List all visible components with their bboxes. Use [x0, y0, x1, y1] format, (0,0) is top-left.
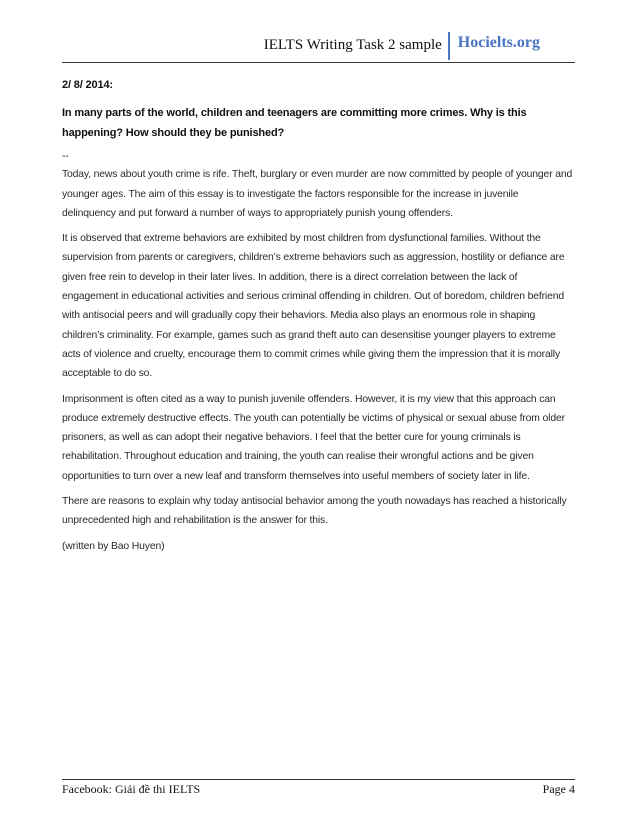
article-body: [62, 76, 574, 562]
separator-text: --: [62, 151, 69, 163]
page-number: Page 4: [542, 782, 575, 796]
header-title: IELTS Writing Task 2 sample: [263, 37, 442, 53]
footer-facebook-text: Facebook: Giải đề thi IELTS: [62, 782, 201, 796]
article-date: 2/ 8/ 2014:: [62, 79, 113, 91]
author-credit: (written by Bao Huyen): [62, 540, 165, 552]
page-header: [264, 28, 540, 60]
header-brand-link[interactable]: Hocielts.org: [448, 32, 540, 60]
paragraph-intro: Today, news about youth crime is rife. Theft, burglary or even murder are now committed by people of younger and younger ages. The aim of this essay is to investigate the factors responsible for the increase in juvenile delinquency and put forward a number of ways to appropriately punish young offenders.: [62, 169, 573, 219]
footer-divider: [62, 779, 575, 780]
paragraph-conclusion: There are reasons to explain why today antisocial behavior among the youth nowadays has reached a historically unprecedented high and rehabilitation is the answer for this.: [62, 496, 567, 527]
header-divider: [62, 62, 575, 63]
paragraph-punishment: Imprisonment is often cited as a way to punish juvenile offenders. However, it is my view that this approach can produce extremely destructive effects. The youth can potentially be victims of physical or sexual abuse from older prisoners, as well as can adopt their negative behaviors. I feel that the better cure for young criminals is rehabilitation. Throughout education and training, the youth can realise their wrongful actions and be given opportunities to turn over a new leaf and transform themselves into useful members of society later in life.: [62, 393, 565, 482]
essay-question: In many parts of the world, children and teenagers are committing more crimes. Why is this happening? How should they be punished?: [62, 107, 527, 140]
paragraph-causes: It is observed that extreme behaviors are exhibited by most children from dysfunctional families. Without the supervision from parents or caregivers, children’s extreme behaviors such as aggression, hostility or defiance are given free rein to develop in their later lives. In addition, there is a direct correlation between the lack of engagement in educational activities and serious criminal offending in children. Out of boredom, children befriend with antisocial peers and will gradually copy their behaviors. Media also plays an enormous role in shaping children’s criminality. For example, games such as grand theft auto can desensitise younger players to extreme acts of violence and cruelty, encourage them to commit crimes while giving them the impression that it is morally acceptable to do so.: [62, 233, 565, 380]
page-footer: [62, 782, 575, 797]
